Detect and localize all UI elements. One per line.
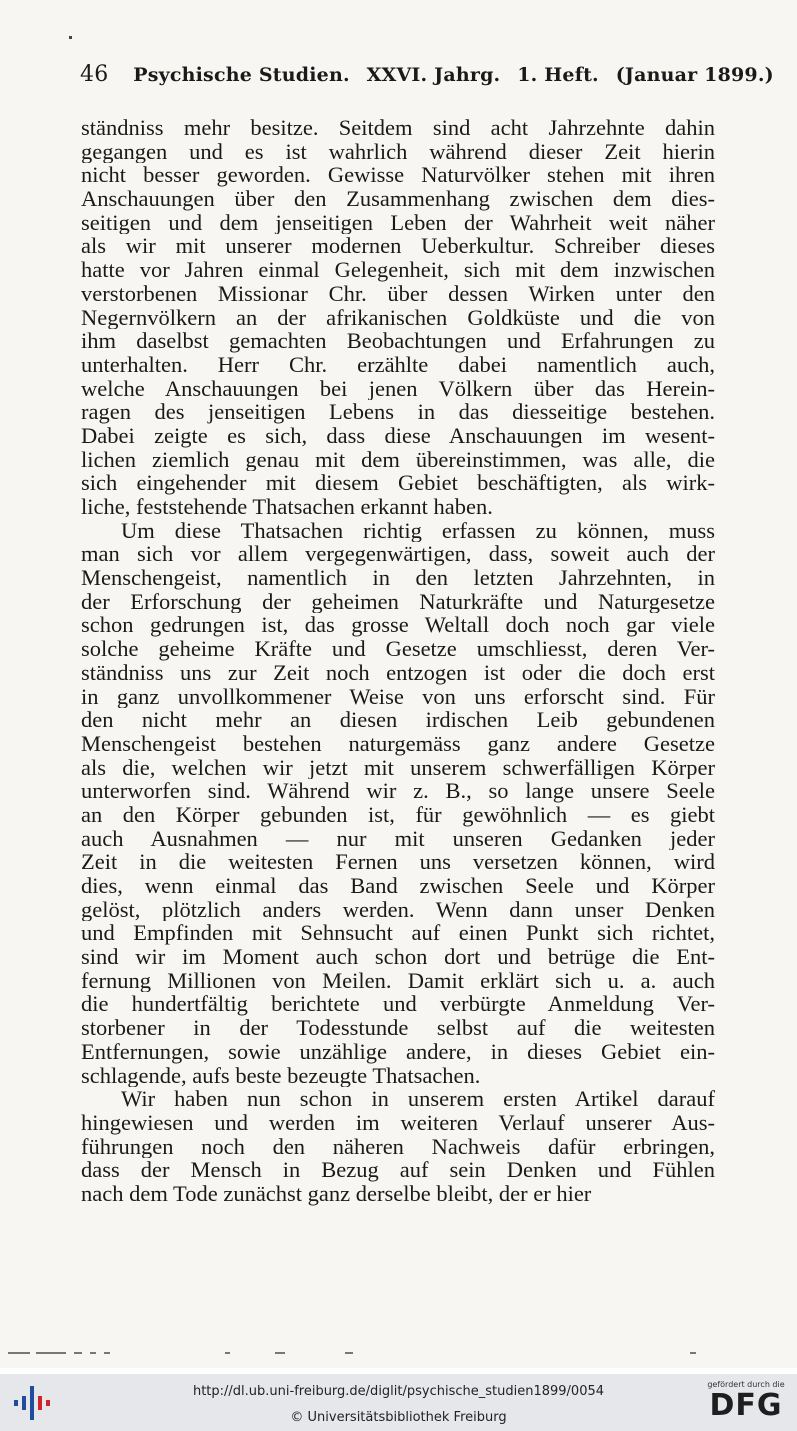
- funder-caption: gefördert durch die: [707, 1380, 785, 1389]
- text-line: Wir haben nun schon in unserem ersten Artikel darauf: [121, 1087, 715, 1111]
- text-line: man sich vor allem vergegenwärtigen, dass, soweit auch der: [81, 542, 715, 567]
- text-line: ihm daselbst gemachten Beobachtungen und Erfahrungen zu: [81, 329, 715, 353]
- text-line: nach dem Tode zunächst ganz derselbe bleibt, der er hier: [81, 1181, 592, 1206]
- text-line: führungen noch den näheren Nachweis dafür erbringen,: [81, 1134, 715, 1159]
- text-line: Zeit in die weitesten Fernen uns versetzen können, wird: [81, 850, 715, 874]
- text-line: Anschauungen über den Zusammenhang zwischen dem dies-: [81, 187, 715, 211]
- text-line: hatte vor Jahren einmal Gelegenheit, sich mit dem inzwischen: [81, 258, 715, 282]
- copyright: © Universitätsbibliothek Freiburg: [290, 1410, 507, 1425]
- text-line: den nicht mehr an diesen irdischen Leib gebundenen: [81, 708, 715, 732]
- volume: XXVI. Jahrg.: [366, 64, 501, 86]
- text-line: lichen ziemlich genau mit dem übereinstimmen, was alle, die: [81, 447, 715, 472]
- viewer-footer: [0, 1374, 797, 1431]
- text-line: Entfernungen, sowie unzählige andere, in dieses Gebiet ein-: [81, 1039, 715, 1064]
- journal-title: Psychische Studien.: [133, 64, 350, 86]
- text-line: Um diese Thatsachen richtig erfassen zu können, muss: [121, 518, 715, 543]
- text-line: schlagende, aufs beste bezeugte Thatsachen.: [81, 1063, 481, 1088]
- text-line: Negernvölkern an der afrikanischen Goldküste und die von: [81, 305, 715, 330]
- text-line: als die, welchen wir jetzt mit unserem schwerfälligen Körper: [81, 755, 715, 780]
- text-line: der Erforschung der geheimen Naturkräfte und Naturgesetze: [81, 589, 715, 614]
- text-line: unterhalten. Herr Chr. erzählte dabei namentlich auch,: [81, 352, 715, 377]
- text-line: fernung Millionen von Meilen. Damit erklärt sich u. a. auch: [81, 968, 715, 993]
- permalink[interactable]: http://dl.ub.uni-freiburg.de/diglit/psychische_studien1899/0054: [192, 1384, 605, 1399]
- text-line: in ganz unvollkommener Weise von uns erforscht sind. Für: [81, 684, 715, 709]
- running-header: [80, 62, 774, 87]
- text-line: die hundertfältig berichtete und verbürgte Anmeldung Ver-: [81, 992, 715, 1017]
- scan-speck: [69, 36, 72, 39]
- text-line: ständniss uns zur Zeit noch entzogen ist oder die doch erst: [81, 660, 715, 685]
- text-line: gelöst, plötzlich anders werden. Wenn dann unser Denken: [81, 897, 715, 922]
- text-line: schon gedrungen ist, das grosse Weltall doch noch gar viele: [81, 613, 715, 638]
- text-line: Dabei zeigte es sich, dass diese Anschauungen im wesent-: [81, 423, 715, 448]
- text-line: ständniss mehr besitze. Seitdem sind acht Jahrzehnte dahin: [81, 116, 715, 140]
- text-line: storbener in der Todesstunde selbst auf die weitesten: [81, 1016, 715, 1040]
- scan-artifacts: [0, 1348, 797, 1356]
- text-line: welche Anschauungen bei jenen Völkern über das Herein-: [81, 376, 715, 401]
- dfg-logo: [700, 1380, 792, 1426]
- dfg-logo-icon: DFG: [709, 1388, 783, 1423]
- text-line: unterworfen sind. Während wir z. B., so lange unsere Seele: [81, 779, 715, 803]
- text-line: ragen des jenseitigen Lebens in das diesseitige bestehen.: [81, 400, 715, 424]
- text-line: auch Ausnahmen — nur mit unseren Gedanken jeder: [81, 826, 715, 851]
- issue-date: (Januar 1899.): [615, 64, 774, 86]
- text-line: sich eingehender mit diesem Gebiet beschäftigten, als wirk-: [81, 471, 715, 495]
- page-number: 46: [80, 62, 109, 87]
- text-line: dies, wenn einmal das Band zwischen Seele und Körper: [81, 874, 715, 898]
- text-line: solche geheime Kräfte und Gesetze umschliesst, deren Ver-: [81, 637, 715, 661]
- text-line: seitigen und dem jenseitigen Leben der Wahrheit weit näher: [81, 210, 715, 235]
- text-line: und Empfinden mit Sehnsucht auf einen Punkt sich richtet,: [81, 921, 715, 946]
- text-line: hingewiesen und werden im weiteren Verlauf unserer Aus-: [81, 1110, 715, 1135]
- text-line: liche, feststehende Thatsachen erkannt haben.: [81, 495, 493, 519]
- body-text: [81, 116, 715, 1206]
- text-line: verstorbenen Missionar Chr. über dessen Wirken unter den: [81, 281, 715, 306]
- text-line: sind wir im Moment auch schon dort und betrüge die Ent-: [81, 945, 715, 969]
- text-line: als wir mit unserer modernen Ueberkultur. Schreiber dieses: [81, 234, 715, 259]
- text-line: dass der Mensch in Bezug auf sein Denken und Fühlen: [81, 1158, 715, 1182]
- text-line: Menschengeist, namentlich in den letzten Jahrzehnten, in: [81, 566, 715, 590]
- text-line: gegangen und es ist wahrlich während dieser Zeit hierin: [81, 139, 715, 164]
- text-line: an den Körper gebunden ist, für gewöhnlich — es giebt: [81, 802, 715, 827]
- issue: 1. Heft.: [517, 64, 599, 86]
- text-line: Menschengeist bestehen naturgemäss ganz andere Gesetze: [81, 731, 715, 756]
- text-line: nicht besser geworden. Gewisse Naturvölker stehen mit ihren: [81, 163, 715, 188]
